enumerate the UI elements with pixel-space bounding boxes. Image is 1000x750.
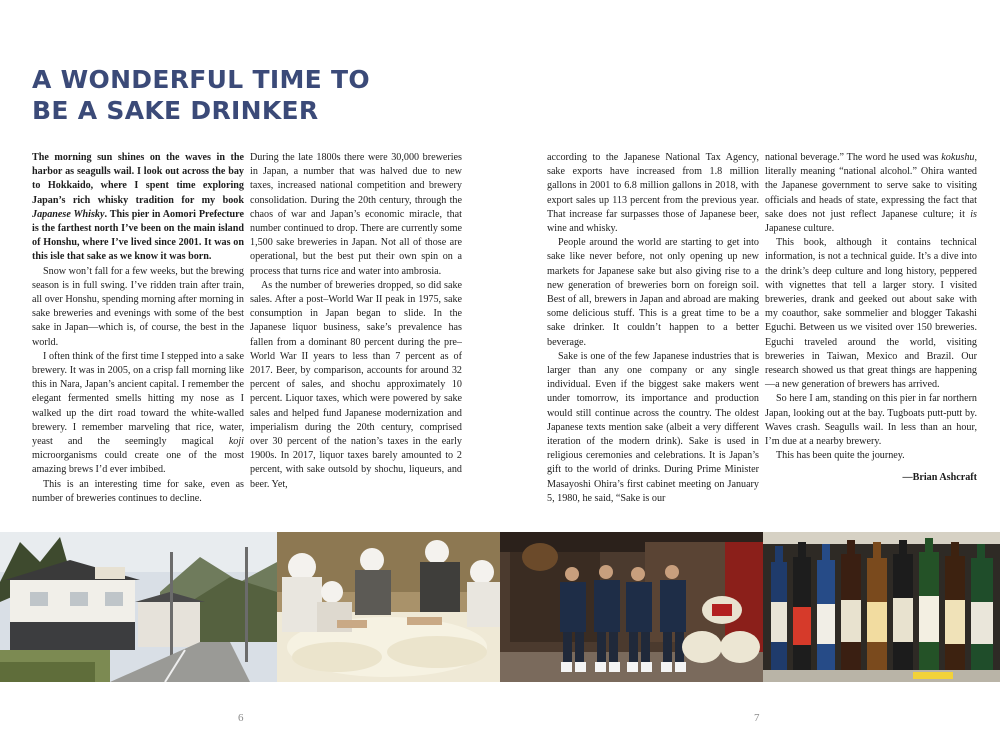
body-column-4 bbox=[765, 151, 977, 486]
paragraph: So here I am, standing on this pier in far northern Japan, looking out at the bay. Tugboats putt-putt by. Waves crash. Seagulls wail. In less than an hour, I’m due at a nearby brewery. bbox=[765, 393, 977, 448]
paragraph bbox=[765, 151, 977, 236]
paragraph: This has been quite the journey. bbox=[776, 450, 905, 462]
is-italic: is bbox=[970, 208, 977, 220]
paragraph: This is an interesting time for sake, even as number of breweries continues to decline. bbox=[32, 478, 244, 504]
lead-text: The morning sun shines on the waves in the harbor as seagulls wail. I look out across the bay to Hokkaido, where I spent time exploring Japan’s rich whisky tradition for my book bbox=[32, 152, 244, 206]
photo-brewery-street bbox=[0, 532, 277, 682]
koji-italic: koji bbox=[228, 436, 244, 448]
photo-brewery-staff bbox=[500, 532, 763, 682]
paragraph-text-mid: , literally meaning “national alcohol.” Ohira wanted the Japanese government to serve sake to visiting officials and heads of state, expressing the fact that sake does not just reflect Japanese culture; it bbox=[765, 152, 977, 220]
chapter-title-line-1: A WONDERFUL TIME TO bbox=[32, 65, 370, 94]
chapter-title-line-2: BE A SAKE DRINKER bbox=[32, 96, 319, 125]
body-column-1 bbox=[32, 151, 244, 506]
paragraph: As the number of breweries dropped, so did sake sales. After a post–World War II peak in 1975, sake consumption in Japan began to slide. In the Japanese liquor business, sake’s prevalence has fallen from a dominant 80 percent during the pre–World War II years to less than 7 percent as of 2017. Beer, by comparison, accounts for around 32 percent of sales, and shochu approximately 10 percent. Liquor taxes, which were powered by sake sales and helped fund Japanese modernization and imperialism during the 20th century, comprised over 30 percent of the nation’s taxes in the early 1900s. In 2017, liquor taxes barely amounted to 2 percent, with sake outsold by shochu, liqueurs, and beer. Yet, bbox=[250, 279, 462, 490]
chapter-title bbox=[32, 64, 370, 126]
book-title-italic: Japanese Whisky bbox=[32, 208, 105, 220]
paragraph-text-end: Japanese culture. bbox=[765, 223, 835, 235]
body-column-2 bbox=[250, 151, 462, 492]
paragraph-text: national beverage.” The word he used was bbox=[765, 152, 942, 163]
paragraph: Sake is one of the few Japanese industries that is larger than any one company or any single individual. Even if the biggest sake makers went under tomorrow, its importance and production would still continue across the country. The oldest Japanese texts mention sake (albeit a very different iteration of the modern drink). Sake is used in religious ceremonies and celebrations. It is Japan’s gift to the world of drinks. During Prime Minister Masayoshi Ohira’s first cabinet meeting on January 5, 1980, he said, “Sake is our bbox=[547, 350, 759, 504]
paragraph: according to the Japanese National Tax Agency, sake exports have increased from 1.8 million gallons in 2001 to 6.8 million gallons in 2018, with export sales up 113 percent from the previous year. That increase far surpasses those of Japanese beer, wine and whisky. bbox=[547, 152, 759, 235]
author-signature: —Brian Ashcraft bbox=[902, 472, 977, 484]
page-number-right: 7 bbox=[754, 712, 760, 724]
photo-rice-brewers bbox=[277, 532, 500, 682]
paragraph: This book, although it contains technical information, is not a technical guide. It’s a dive into the drink’s deep culture and long history, peppered with vignettes that tell a larger story. I visited breweries, drank and geeked out about sake with my coauthor, sake sommelier and blogger Takashi Eguchi. Between us we visited over 150 breweries. Eguchi traveled around the world, visiting breweries in Taiwan, Mexico and Brazil. Our research showed us that great things are happening—a new generation of brewers has arrived. bbox=[765, 237, 977, 391]
lead-paragraph bbox=[32, 151, 244, 265]
paragraph-text-end: microorganisms could create one of the most amazing brews I’d ever imbibed. bbox=[32, 450, 244, 476]
photo-sake-bottles bbox=[763, 532, 1000, 682]
paragraph: During the late 1800s there were 30,000 breweries in Japan, a number that was halved due to new taxes, increased national competition and brewery consolidation. During the 20th century, through the chaos of war and Japan’s economic miracle, that number continued to drop. There are currently some 1,500 sake breweries in Japan. Not all of those are operational, but the best put their own spin on a process that turns rice and water into ambrosia. bbox=[250, 152, 462, 277]
body-column-3 bbox=[547, 151, 759, 506]
page-number-left: 6 bbox=[238, 712, 244, 724]
kokushu-italic: kokushu bbox=[941, 152, 975, 163]
paragraph-text: I often think of the first time I stepped into a sake brewery. It was in 2005, on a crisp fall morning like this in Nara, Japan’s ancient capital. I remember the elegant fermented smells hitting my nose as I walked up the dirt road toward the white-walled brewery. I remember marveling that rice, water, yeast and the seemingly magical bbox=[32, 350, 244, 448]
paragraph: Snow won’t fall for a few weeks, but the brewing season is in full swing. I’ve ridden train after train, all over Honshu, spending morning after morning in sake breweries and evenings with some of the best sake in Japan—which is, of course, the best in the world. bbox=[32, 265, 244, 348]
lead-text-end: . This pier in Aomori Prefecture is the farthest north I’ve been on the main island of Honshu, where I’ve lived since 2001. It was on this isle that sake as we know it was born. bbox=[32, 208, 244, 263]
paragraph bbox=[32, 350, 244, 478]
paragraph: People around the world are starting to get into sake like never before, not only opening up new markets for Japanese sake but also giving rise to a new generation of breweries born on foreign soil. Best of all, brewers in Japan and abroad are making some delicious stuff. This is a great time to be a sake drinker. It couldn’t happen to a better beverage. bbox=[547, 237, 759, 348]
